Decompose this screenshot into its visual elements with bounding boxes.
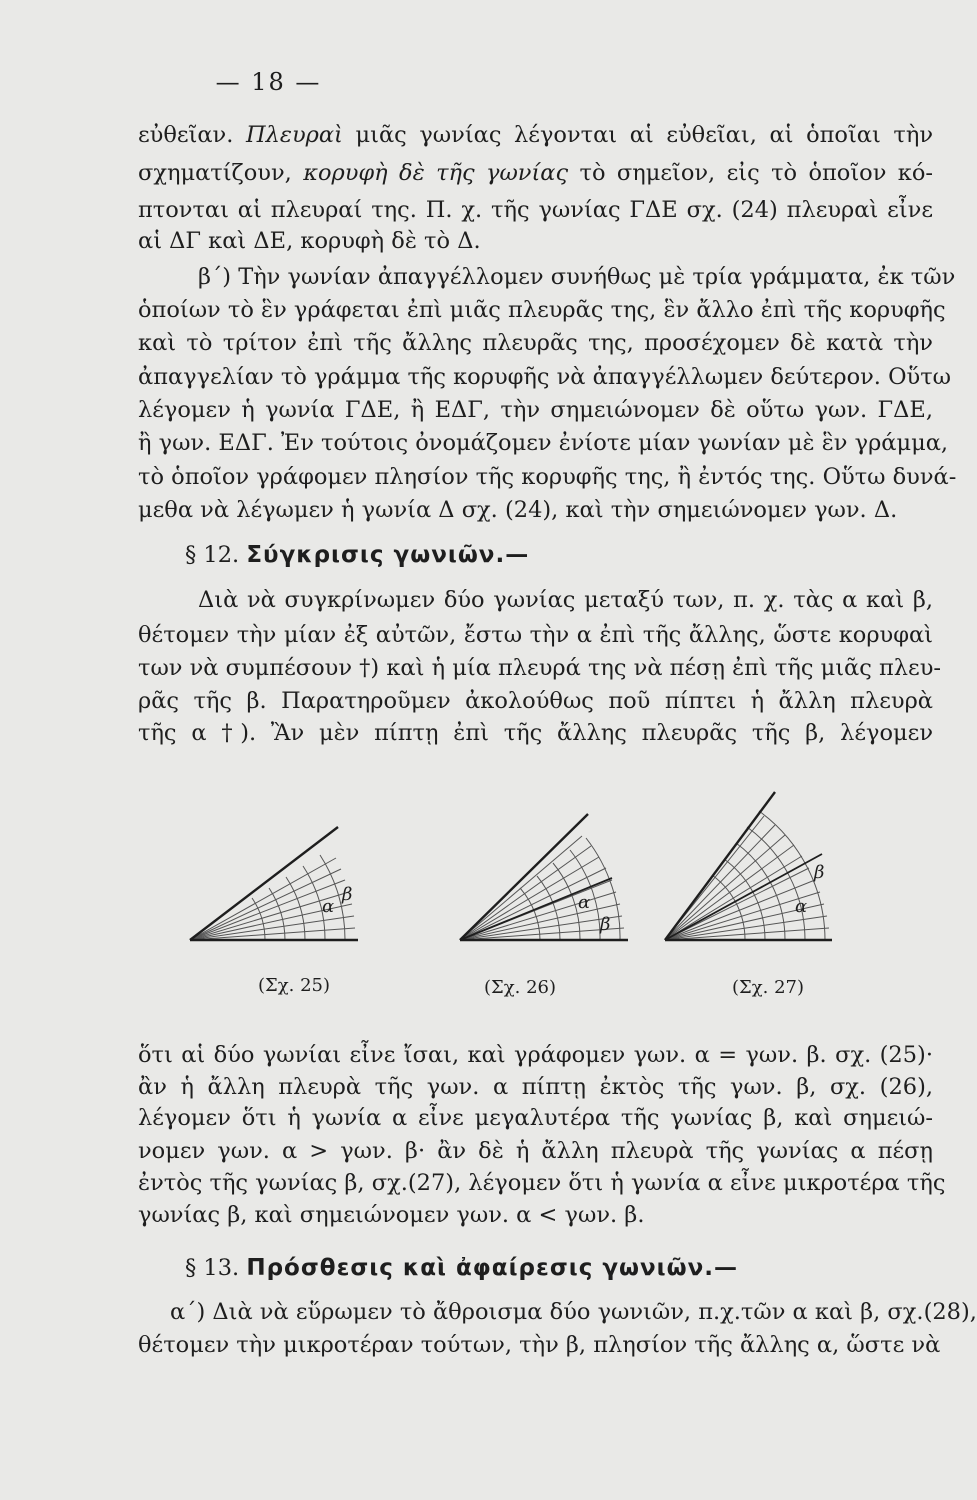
figure-25-diagram [190, 827, 358, 940]
para2-line-7: τὸ ὁποῖον γράφομεν πλησίον τῆς κορυφῆς της, ἢ ἐντός της. Οὕτω δυνά- [138, 464, 957, 490]
para4-line-6: γωνίας β, καὶ σημειώνομεν γων. α < γων. β. [138, 1202, 645, 1228]
para3-line-2: θέτομεν τὴν μίαν ἐξ αὐτῶν, ἔστω τὴν α ἐπὶ τῆς ἄλλης, ὥστε κορυφαὶ [138, 622, 933, 648]
para2-line-6: ἢ γων. ΕΔΓ. Ἐν τούτοις ὀνομάζομεν ἐνίοτε μίαν γωνίαν μὲ ἓν γράμμα, [138, 430, 949, 456]
figure-25-alpha-label: α [322, 896, 335, 917]
para2-line-2: ὁποίων τὸ ἓν γράφεται ἐπὶ μιᾶς πλευρᾶς της, ἓν ἄλλο ἐπὶ τῆς κορυφῆς [138, 297, 946, 323]
para4-line-3: λέγομεν ὅτι ἡ γωνία α εἶνε μεγαλυτέρα τῆς γωνίας β, καὶ σημειώ- [138, 1105, 933, 1131]
para1-line-4: αἱ ΔΓ καὶ ΔΕ, κορυφὴ δὲ τὸ Δ. [138, 228, 481, 254]
figure-26-beta-label: β [600, 914, 611, 935]
para2-line-1: β΄) Τὴν γωνίαν ἀπαγγέλλομεν συνήθως μὲ τρία γράμματα, ἐκ τῶν [198, 264, 956, 290]
para2-line-8: μεθα νὰ λέγωμεν ἡ γωνία Δ σχ. (24), καὶ τὴν σημειώνομεν γων. Δ. [138, 497, 898, 523]
para3-line-1: Διὰ νὰ συγκρίνωμεν δύο γωνίας μεταξύ των, π. χ. τὰς α καὶ β, [198, 587, 933, 613]
para4-line-4: νομεν γων. α > γων. β· ἂν δὲ ἡ ἄλλη πλευρὰ τῆς γωνίας α πέσῃ [138, 1138, 933, 1164]
para4-line-2: ἂν ἡ ἄλλη πλευρὰ τῆς γων. α πίπτῃ ἐκτὸς τῆς γων. β, σχ. (26), [138, 1074, 933, 1100]
section-12-heading: § 12. Σύγκρισις γωνιῶν.— [185, 542, 530, 568]
figure-26-caption: (Σχ. 26) [484, 977, 557, 998]
figure-26-alpha-label: α [578, 892, 591, 913]
para1-line-3: πτονται αἱ πλευραί της. Π. χ. τῆς γωνίας ΓΔΕ σχ. (24) πλευραὶ εἶνε [138, 197, 933, 223]
para3-line-3: των νὰ συμπέσουν †) καὶ ἡ μία πλευρά της νὰ πέσῃ ἐπὶ τῆς μιᾶς πλευ- [138, 655, 941, 681]
figure-27-caption: (Σχ. 27) [732, 977, 805, 998]
figure-25-caption: (Σχ. 25) [258, 975, 331, 996]
figure-26-diagram [460, 814, 628, 940]
figure-27-diagram [665, 792, 832, 940]
para4-line-1: ὅτι αἱ δύο γωνίαι εἶνε ἴσαι, καὶ γράφομεν γων. α = γων. β. σχ. (25)· [138, 1042, 933, 1068]
para2-line-3: καὶ τὸ τρίτον ἐπὶ τῆς ἄλλης πλευρᾶς της, προσέχομεν δὲ κατὰ τὴν [138, 330, 933, 356]
para2-line-4: ἀπαγγελίαν τὸ γράμμα τῆς κορυφῆς νὰ ἀπαγγέλλωμεν δεύτερον. Οὕτω [138, 364, 952, 390]
page-number: — 18 — [215, 68, 322, 96]
figure-27-alpha-label: α [795, 896, 808, 917]
para3-line-5: τῆς α †). Ἂν μὲν πίπτῃ ἐπὶ τῆς ἄλλης πλευρᾶς τῆς β, λέγομεν [138, 720, 933, 746]
para1-line-2: σχηματίζουν, κορυφὴ δὲ τῆς γωνίας τὸ σημεῖον, εἰς τὸ ὁποῖον κό- [138, 160, 933, 186]
para5-line-1: α΄) Διὰ νὰ εὕρωμεν τὸ ἄθροισμα δύο γωνιῶν, π.χ.τῶν α καὶ β, σχ.(28), [170, 1299, 977, 1325]
section-13-heading: § 13. Πρόσθεσις καὶ ἀφαίρεσις γωνιῶν.— [185, 1255, 739, 1281]
figures-area [0, 780, 977, 1020]
para2-line-5: λέγομεν ἡ γωνία ΓΔΕ, ἢ ΕΔΓ, τὴν σημειώνομεν δὲ οὕτω γων. ΓΔΕ, [138, 397, 933, 423]
para1-line-1: εὐθεῖαν. Πλευραὶ μιᾶς γωνίας λέγονται αἱ εὐθεῖαι, αἱ ὁποῖαι τὴν [138, 122, 933, 148]
para5-line-2: θέτομεν τὴν μικροτέραν τούτων, τὴν β, πλησίον τῆς ἄλλης α, ὥστε νὰ [138, 1332, 941, 1358]
para3-line-4: ρᾶς τῆς β. Παρατηροῦμεν ἀκολούθως ποῦ πίπτει ἡ ἄλλη πλευρὰ [138, 688, 933, 714]
figure-25-beta-label: β [342, 884, 353, 905]
figure-27-beta-label: β [814, 862, 825, 883]
para4-line-5: ἐντὸς τῆς γωνίας β, σχ.(27), λέγομεν ὅτι ἡ γωνία α εἶνε μικροτέρα τῆς [138, 1170, 946, 1196]
